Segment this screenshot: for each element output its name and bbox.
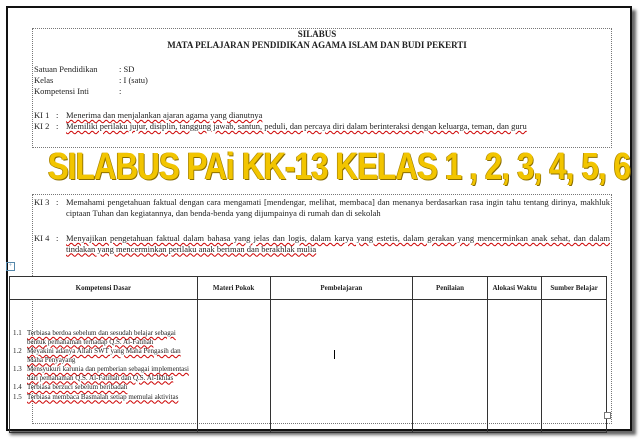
ki-4-label: KI 4	[34, 233, 50, 243]
ki-2-colon: :	[56, 121, 59, 131]
table-move-handle-icon[interactable]: +	[6, 262, 15, 271]
text-cursor	[334, 350, 335, 359]
header-alokasi-waktu: Alokasi Waktu	[487, 277, 541, 300]
table-header-row	[10, 277, 607, 300]
ki-2-text: Memiliki perilaku jujur, disiplin, tanggung jawab, santun, peduli, dan percaya diri dalam berinteraksi dengan keluarga, teman, dan guru	[66, 121, 527, 131]
kd-item	[11, 347, 196, 364]
syllabus-table	[9, 276, 607, 433]
ki-3-colon: :	[56, 197, 59, 207]
kd-list	[11, 329, 196, 401]
kd-item	[11, 383, 196, 392]
table-resize-handle[interactable]	[604, 412, 611, 419]
ki-1-colon: :	[56, 110, 59, 120]
header-pembelajaran: Pembelajaran	[270, 277, 413, 300]
kd-item	[11, 329, 196, 346]
penilaian-cell[interactable]	[413, 300, 488, 433]
kd-item-text: Terbiasa berzuci sebelum beribadah	[27, 383, 128, 391]
kd-item-num: 1.3	[13, 365, 22, 373]
sumber-belajar-cell[interactable]	[542, 300, 607, 433]
field-label-kelas: Kelas	[34, 75, 54, 85]
header-sumber-belajar: Sumber Belajar	[542, 277, 607, 300]
doc-title: SILABUS	[297, 29, 337, 39]
alokasi-waktu-cell[interactable]	[487, 300, 541, 433]
header-penilaian: Penilaian	[413, 277, 488, 300]
kd-cell[interactable]	[10, 300, 198, 433]
kd-item-num: 1.5	[13, 392, 22, 401]
kd-item-text: Terbiasa berdoa sebelum dan sesudah belajar sebagai bentuk pemahaman terhadap Q.S. Al-Fatihah	[27, 329, 176, 346]
field-value-kelas: : I (satu)	[119, 75, 148, 85]
ki-4-colon: :	[56, 233, 59, 243]
ki-3-text: Memahami pengetahuan faktual dengan cara mengamati [mendengar, melihat, membaca] dan menanya berdasarkan rasa ingin tahu tentang dirinya, makhluk ciptaan Tuhan dan kegiatannya, dan benda-benda yang dijumpainya di rumah dan di sekolah	[66, 197, 610, 218]
ki-1-label: KI 1	[34, 110, 50, 120]
ki-4-text: Menyajikan pengetahuan faktual dalam bahasa yang jelas dan logis, dalam karya yang estetis, dalam gerakan yang mencerminkan anak sehat, dan dalam tindakan yang mencerminkan perilaku anak beriman dan berakhlak mulia	[66, 233, 610, 254]
kd-item-text: Meyakini adanya Allah SWT yang Maha Pengasih dan Maha Penyayang	[27, 347, 181, 364]
field-label-satuan: Satuan Pendidikan	[34, 64, 98, 74]
promo-banner: SILABUS PAi KK-13 KELAS 1 , 2, 3, 4, 5, 6	[48, 146, 631, 188]
kd-item-num: 1.1	[13, 329, 22, 337]
kd-item-num: 1.2	[13, 347, 22, 355]
header-kompetensi-dasar: Kompetensi Dasar	[10, 277, 198, 300]
ki-1-text: Menerima dan menjalankan ajaran agama yang dianutnya	[66, 110, 263, 120]
kd-item	[11, 393, 196, 402]
table-row	[10, 300, 607, 433]
pembelajaran-cell[interactable]	[270, 300, 413, 433]
field-label-ki: Kompetensi Inti	[34, 86, 90, 96]
kd-item-num: 1.4	[13, 383, 22, 391]
doc-subtitle: MATA PELAJARAN PENDIDIKAN AGAMA ISLAM DAN BUDI PEKERTI	[167, 40, 467, 50]
kd-item	[11, 365, 196, 382]
ki-2-label: KI 2	[34, 121, 50, 131]
header-materi-pokok: Materi Pokok	[197, 277, 270, 300]
kd-item-text: Mensyukuri karunia dan pemberian sebagai implementasi dari pemahaman Q.S. Al-Fatihah dan Q.S. Al-Ikhlas	[27, 365, 189, 382]
ki-3-label: KI 3	[34, 197, 50, 207]
materi-pokok-cell[interactable]	[197, 300, 270, 433]
field-value-satuan: : SD	[119, 64, 135, 74]
field-value-ki: :	[119, 86, 122, 96]
kd-item-text: Terbiasa membaca Basmalah setiap memulai aktivitas	[27, 392, 179, 401]
